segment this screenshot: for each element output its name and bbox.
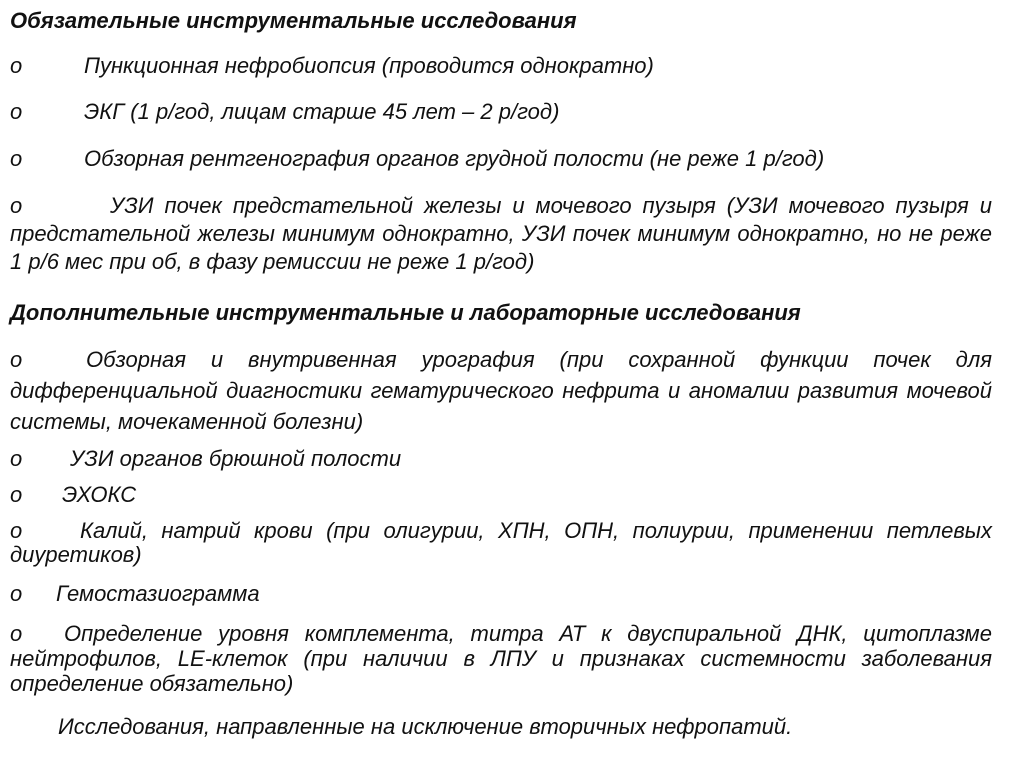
- item-text: УЗИ почек предстательной железы и мочевого пузыря (УЗИ мочевого пузыря и предстательной железы минимум однократно, УЗИ почек минимум однократно, но не реже 1 р/6 мес при об, в фазу ремиссии не реже 1 р/год): [10, 193, 992, 274]
- mandatory-item-1: [10, 52, 992, 80]
- item-text: Обзорная и внутривенная урография (при сохранной функции почек для дифференциальной диагностики гематурического нефрита и аномалии развития мочевой системы, мочекаменной болезни): [10, 347, 992, 434]
- additional-item-5: [10, 580, 992, 608]
- bullet-marker: o: [10, 446, 23, 471]
- additional-item-1: [10, 344, 992, 437]
- mandatory-item-2: [10, 98, 992, 126]
- bullet-marker: o: [10, 518, 23, 543]
- item-text: ЭХОКС: [62, 482, 137, 507]
- item-text: Определение уровня комплемента, титра АТ к двуспиральной ДНК, цитоплазме нейтрофилов, LE-клеток (при наличии в ЛПУ и признаках системности заболевания определение обязательно): [10, 621, 992, 696]
- item-text: Калий, натрий крови (при олигурии, ХПН, ОПН, полиурии, применении петлевых диуретиков): [10, 518, 992, 567]
- bullet-marker: o: [10, 193, 23, 218]
- additional-item-4: [10, 519, 992, 567]
- additional-item-2: [10, 445, 992, 473]
- additional-item-3: [10, 481, 992, 509]
- mandatory-item-3: [10, 145, 992, 173]
- item-text: ЭКГ (1 р/год, лицам старше 45 лет – 2 р/год): [84, 99, 560, 124]
- item-text: Пункционная нефробиопсия (проводится однократно): [84, 53, 654, 78]
- mandatory-item-4: [10, 192, 992, 276]
- additional-heading: Дополнительные инструментальные и лабораторные исследования: [10, 300, 801, 325]
- bullet-marker: o: [10, 581, 23, 606]
- mandatory-heading: Обязательные инструментальные исследования: [10, 8, 577, 33]
- bullet-marker: o: [10, 347, 23, 372]
- item-text: Гемостазиограмма: [56, 581, 260, 606]
- additional-item-6: [10, 621, 992, 696]
- bullet-marker: o: [10, 146, 23, 171]
- footer-note: Исследования, направленные на исключение вторичных нефропатий.: [58, 714, 793, 739]
- bullet-marker: o: [10, 621, 23, 646]
- item-text: Обзорная рентгенография органов грудной полости (не реже 1 р/год): [84, 146, 825, 171]
- bullet-marker: o: [10, 99, 23, 124]
- bullet-marker: o: [10, 482, 23, 507]
- item-text: УЗИ органов брюшной полости: [70, 446, 402, 471]
- bullet-marker: o: [10, 53, 23, 78]
